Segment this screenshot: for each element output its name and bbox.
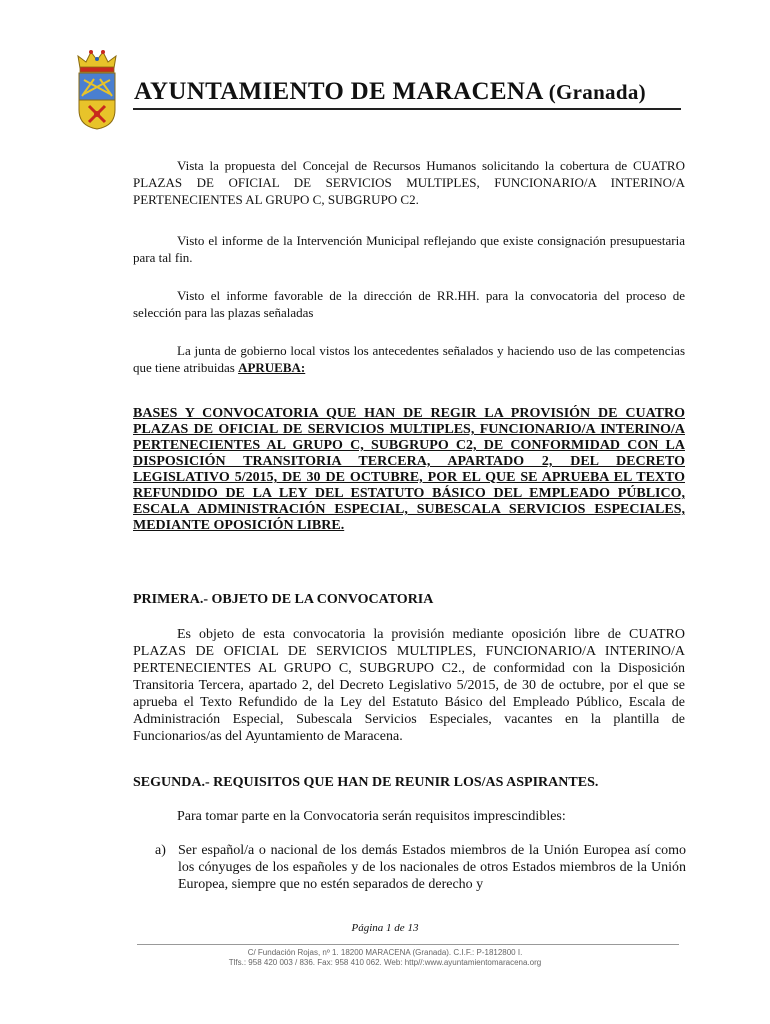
intro-paragraph-3-text: Visto el informe favorable de la dirección de RR.HH. para la convocatoria del proceso de selección para las plazas señaladas	[133, 288, 685, 320]
intro-paragraph-2	[133, 232, 685, 266]
header-divider	[133, 108, 681, 110]
list-marker: a)	[155, 843, 166, 858]
intro-paragraph-2-text: Visto el informe de la Intervención Municipal reflejando que existe consignación presupuestaria para tal fin.	[133, 233, 685, 265]
province-name: (Granada)	[548, 80, 646, 104]
page-number: Página 1 de 13	[351, 922, 419, 934]
requirement-item-a	[155, 842, 686, 893]
intro-paragraph-4-text: La junta de gobierno local vistos los antecedentes señalados y haciendo uso de las competencias que tiene atribuidas	[133, 343, 685, 375]
municipality-name: AYUNTAMIENTO DE MARACENA	[134, 78, 543, 105]
intro-paragraph-1	[133, 157, 685, 208]
municipal-coat-of-arms-icon	[72, 48, 122, 130]
intro-paragraph-4	[133, 342, 685, 376]
footer-address: C/ Fundación Rojas, nº 1. 18200 MARACENA (Granada). C.I.F.: P-1812800 I.	[247, 948, 523, 957]
footer-contact: Tlfs.: 958 420 003 / 836. Fax: 958 410 062. Web: http//:www.ayuntamientomaracena.org	[228, 958, 542, 967]
section-primera-body-text: Es objeto de esta convocatoria la provisión mediante oposición libre de CUATRO PLAZAS DE OFICIAL DE SERVICIOS MULTIPLES, FUNCIONARIO/A INTERINO/A PERTENECIENTES AL GRUPO C, SUBGRUPO C2., de conformidad con la Disposición Transitoria Tercera, apartado 2, del Decreto Legislativo 5/2015, de 30 de octubre, por el que se aprueba el Texto Refundido de la Ley del Estatuto Básico del Empleado Público, Escala de Administración Especial, Subescala Servicios Especiales, vacantes en la plantilla de Funcionarios/as del Ayuntamiento de Maracena.	[133, 627, 685, 744]
section-primera-body	[133, 626, 685, 745]
requirement-item-a-text: Ser español/a o nacional de los demás Estados miembros de la Unión Europea así como los cónyuges de los españoles y de los nacionales de otros Estados miembros de la Unión Europea, siempre que no estén separados de derecho y	[178, 843, 686, 892]
section-primera-title: PRIMERA.- OBJETO DE LA CONVOCATORIA	[133, 592, 434, 607]
intro-paragraph-3	[133, 287, 685, 321]
approval-keyword: APRUEBA:	[238, 360, 306, 375]
section-segunda-intro	[133, 808, 685, 825]
intro-paragraph-1-text: Vista la propuesta del Concejal de Recursos Humanos solicitando la cobertura de CUATRO PLAZAS DE OFICIAL DE SERVICIOS MULTIPLES, FUNCIONARIO/A INTERINO/A PERTENECIENTES AL GRUPO C, SUBGRUPO C2.	[133, 158, 685, 207]
footer-divider	[137, 944, 679, 945]
header-title	[134, 78, 682, 106]
section-segunda-intro-text: Para tomar parte en la Convocatoria serán requisitos imprescindibles:	[177, 809, 566, 824]
section-segunda-title: SEGUNDA.- REQUISITOS QUE HAN DE REUNIR LOS/AS ASPIRANTES.	[133, 775, 599, 790]
bases-heading: BASES Y CONVOCATORIA QUE HAN DE REGIR LA PROVISIÓN DE CUATRO PLAZAS DE OFICIAL DE SERVICIOS MULTIPLES, FUNCIONARIO/A INTERINO/A PERTENECIENTES AL GRUPO C, SUBGRUPO C2, DE CONFORMIDAD CON LA DISPOSICIÓN TRANSITORIA TERCERA, APARTADO 2, DEL DECRETO LEGISLATIVO 5/2015, DE 30 DE OCTUBRE, POR EL QUE SE APRUEBA EL TEXTO REFUNDIDO DE LA LEY DEL ESTATUTO BÁSICO DEL EMPLEADO PÚBLICO, ESCALA ADMINISTRACIÓN ESPECIAL, SUBESCALA SERVICIOS ESPECIALES, MEDIANTE OPOSICIÓN LIBRE.	[133, 406, 685, 533]
